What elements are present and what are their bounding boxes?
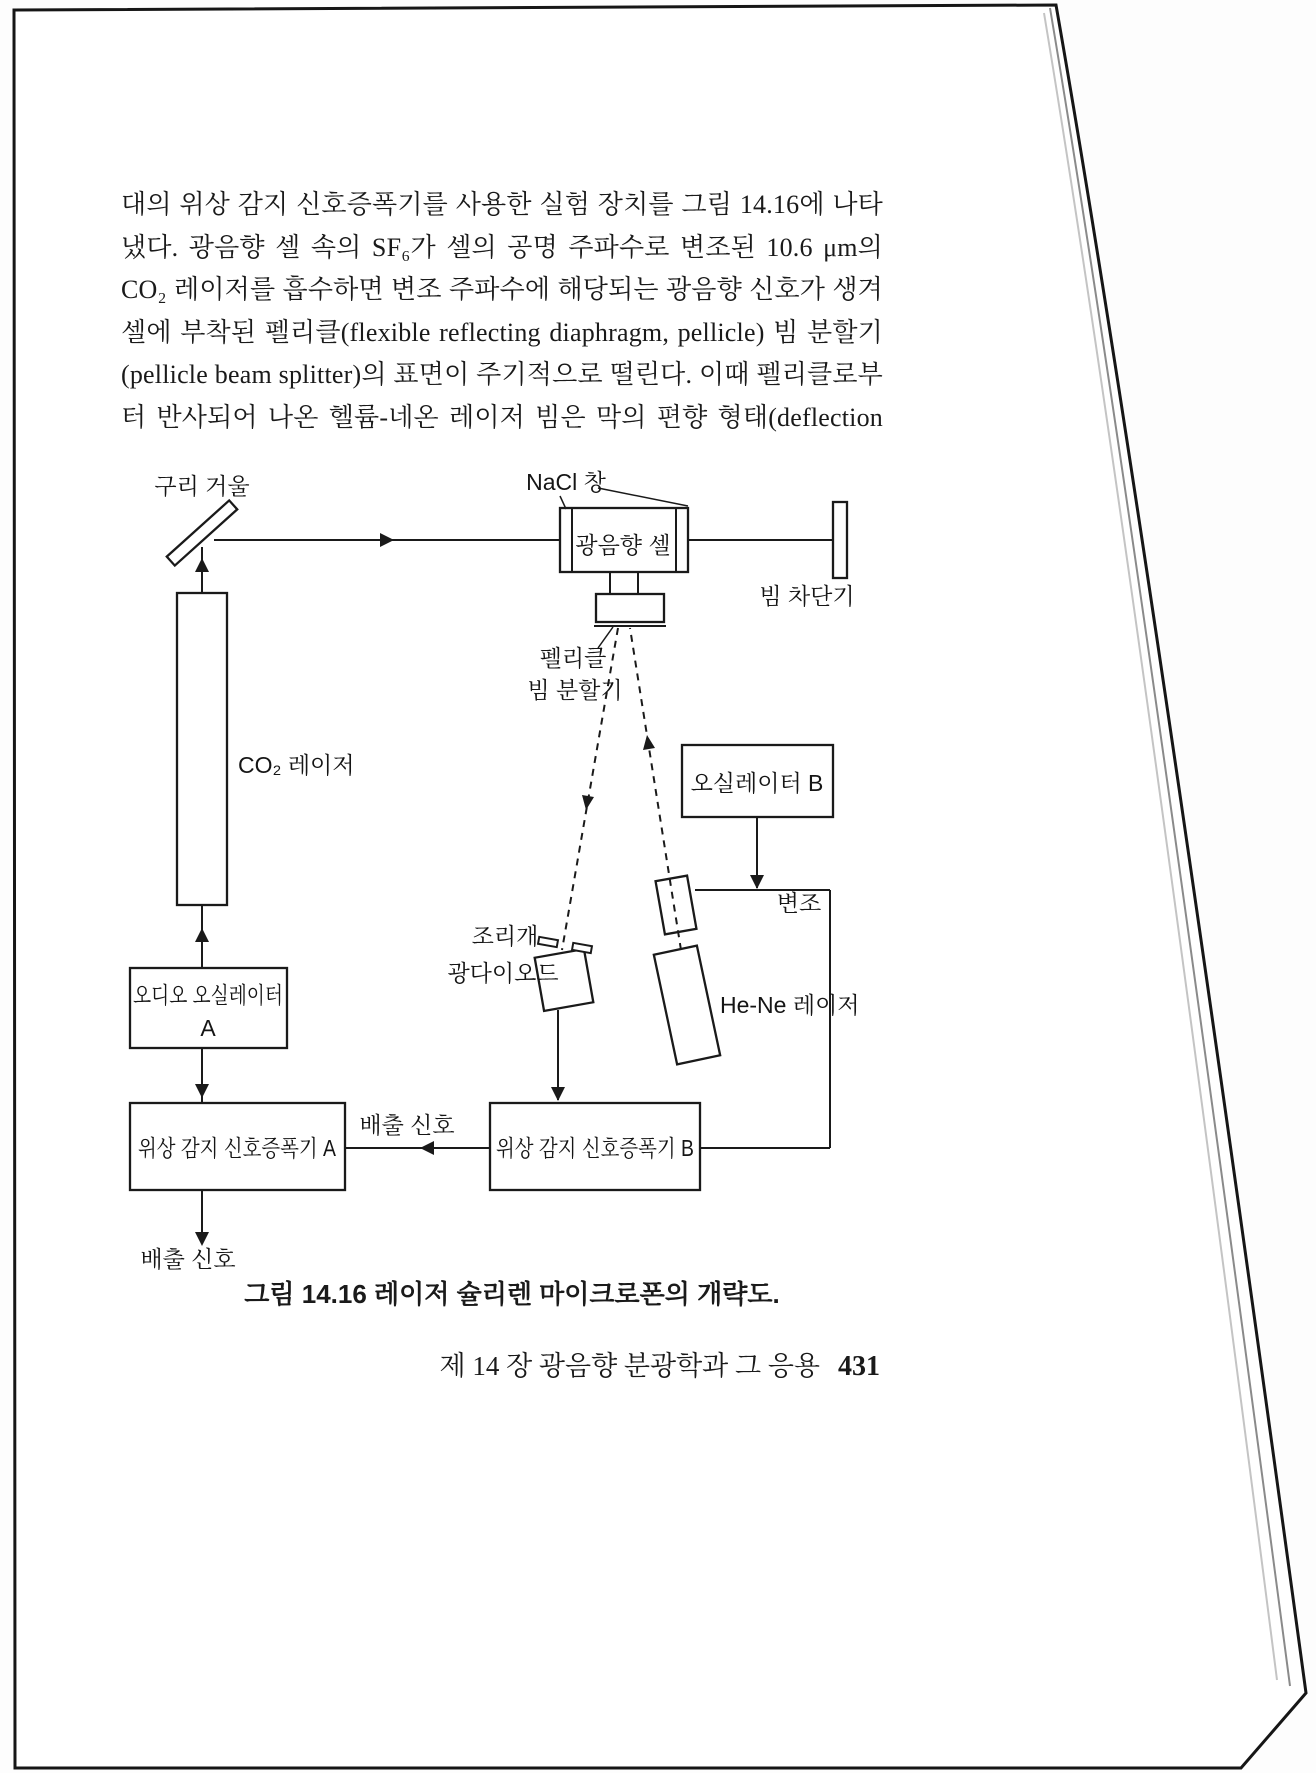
arrow-right-to-cell bbox=[380, 533, 394, 547]
arrow-up-to-mirror bbox=[195, 558, 209, 572]
output-signal-mid-label: 배출 신호 bbox=[359, 1112, 455, 1138]
body-line: CO₂ 레이저를 흡수하면 변조 주파수에 해당되는 광음향 신호가 생겨 bbox=[121, 275, 883, 304]
aperture-plates bbox=[538, 937, 592, 953]
reference-line-to-psd-b bbox=[700, 890, 830, 1148]
page-footer bbox=[0, 1344, 880, 1383]
co2-laser-label: CO₂ 레이저 bbox=[238, 752, 355, 778]
pellicle-label-line2: 빔 분할기 bbox=[527, 677, 623, 703]
page-number: 431 bbox=[838, 1351, 880, 1382]
pa-cell-label: 광음향 셀 bbox=[575, 532, 671, 558]
co2-laser-box bbox=[177, 593, 227, 905]
body-line: 대의 위상 감지 신호증폭기를 사용한 실험 장치를 그림 14.16에 나타 bbox=[121, 190, 883, 219]
signal-line-osc-b-to-modulator bbox=[695, 817, 830, 890]
arrow-down-from-osc-b bbox=[750, 875, 764, 889]
co2-beam-path bbox=[202, 540, 833, 593]
arrow-left-to-psd-a bbox=[420, 1141, 434, 1155]
chapter-title: 제 14 장 광음향 분광학과 그 응용 bbox=[439, 1351, 820, 1381]
audio-oscillator-label-line2: A bbox=[200, 1015, 216, 1041]
beam-blocker bbox=[833, 502, 847, 578]
hene-laser-label: He-Ne 레이저 bbox=[720, 992, 860, 1018]
arrow-down-to-psd-b bbox=[551, 1087, 565, 1101]
oscillator-b-label: 오실레이터 B bbox=[690, 770, 824, 796]
arrow-down-to-psd-a bbox=[195, 1084, 209, 1098]
nacl-window-label: NaCl 창 bbox=[526, 469, 606, 495]
pellicle-beam-splitter bbox=[594, 594, 666, 626]
aperture-label: 조리개 bbox=[471, 923, 539, 949]
hene-laser-box bbox=[654, 946, 720, 1065]
audio-oscillator-label-line1: 오디오 오실레이터 bbox=[133, 982, 283, 1008]
modulation-label: 변조 bbox=[776, 890, 822, 916]
output-signal-bottom-label: 배출 신호 bbox=[140, 1246, 236, 1272]
psd-amplifier-b-label: 위상 감지 신호증폭기 B bbox=[496, 1135, 694, 1161]
body-line: 셀에 부착된 펠리클(flexible reflecting diaphragm, pellicle) 빔 분할기 bbox=[121, 317, 883, 347]
body-line: 냈다. 광음향 셀 속의 SF₆가 셀의 공명 주파수로 변조된 10.6 μm의 bbox=[121, 232, 883, 262]
photodiode-label: 광다이오드 bbox=[447, 960, 559, 986]
arrow-down-output bbox=[195, 1232, 209, 1246]
copper-mirror-label: 구리 거울 bbox=[154, 473, 250, 499]
psd-amplifier-a-label: 위상 감지 신호증폭기 A bbox=[138, 1135, 337, 1161]
modulator bbox=[656, 876, 697, 935]
beam-blocker-label: 빔 차단기 bbox=[759, 583, 855, 609]
body-line: (pellicle beam splitter)의 표면이 주기적으로 떨린다. 이때 펠리클로부 bbox=[121, 360, 883, 389]
arrow-up-to-laser bbox=[195, 928, 209, 942]
figure-caption: 그림 14.16 레이저 슐리렌 마이크로폰의 개략도. bbox=[244, 1279, 780, 1309]
pellicle-label-line1: 펠리클 bbox=[539, 645, 607, 671]
body-line: 터 반사되어 나온 헬륨-네온 레이저 빔은 막의 편향 형태(deflection bbox=[121, 402, 883, 432]
